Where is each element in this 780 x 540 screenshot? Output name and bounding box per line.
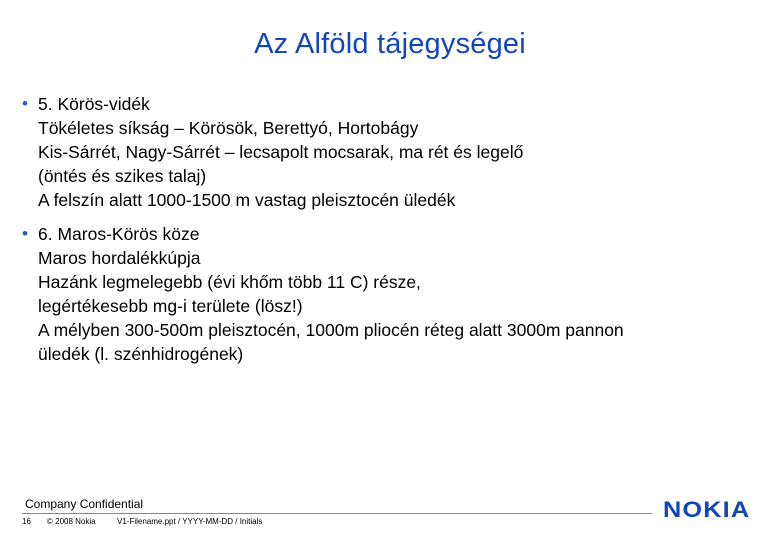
bullet-line: Maros hordalékkúpja <box>38 248 201 268</box>
slide-content <box>22 92 762 376</box>
slide-footer <box>0 495 780 540</box>
bullet-line: Hazánk legmelegebb (évi khőm több 11 C) része, <box>38 272 421 292</box>
bullet-line: 5. Körös-vidék <box>38 94 150 114</box>
bullet-line: Kis-Sárrét, Nagy-Sárrét – lecsapolt mocsarak, ma rét és legelő <box>38 142 524 162</box>
bullet-item <box>22 222 762 366</box>
bullet-line: üledék (l. szénhidrogének) <box>38 344 244 364</box>
slide-title: Az Alföld tájegységei <box>254 28 526 60</box>
bullet-line: (öntés és szikes talaj) <box>38 166 207 186</box>
bullet-text <box>38 222 624 366</box>
bullet-marker: • <box>22 94 28 113</box>
confidential-label: Company Confidential <box>25 497 144 511</box>
footer-divider <box>22 513 652 514</box>
bullet-line: A felszín alatt 1000-1500 m vastag pleisztocén üledék <box>38 190 456 210</box>
page-number: 16 <box>22 517 31 526</box>
bullet-line: Tökéletes síkság – Körösök, Berettyó, Hortobágy <box>38 118 419 138</box>
copyright-text: © 2008 Nokia <box>47 517 96 526</box>
bullet-line: 6. Maros-Körös köze <box>38 224 200 244</box>
bullet-text <box>38 92 523 212</box>
nokia-logo: NOKIA <box>663 497 751 522</box>
bullet-line: legértékesebb mg-i területe (lösz!) <box>38 296 303 316</box>
bullet-item <box>22 92 762 212</box>
file-info: V1-Filename.ppt / YYYY-MM-DD / Initials <box>117 517 263 526</box>
bullet-line: A mélyben 300-500m pleisztocén, 1000m pliocén réteg alatt 3000m pannon <box>38 320 624 340</box>
bullet-marker: • <box>22 224 28 243</box>
